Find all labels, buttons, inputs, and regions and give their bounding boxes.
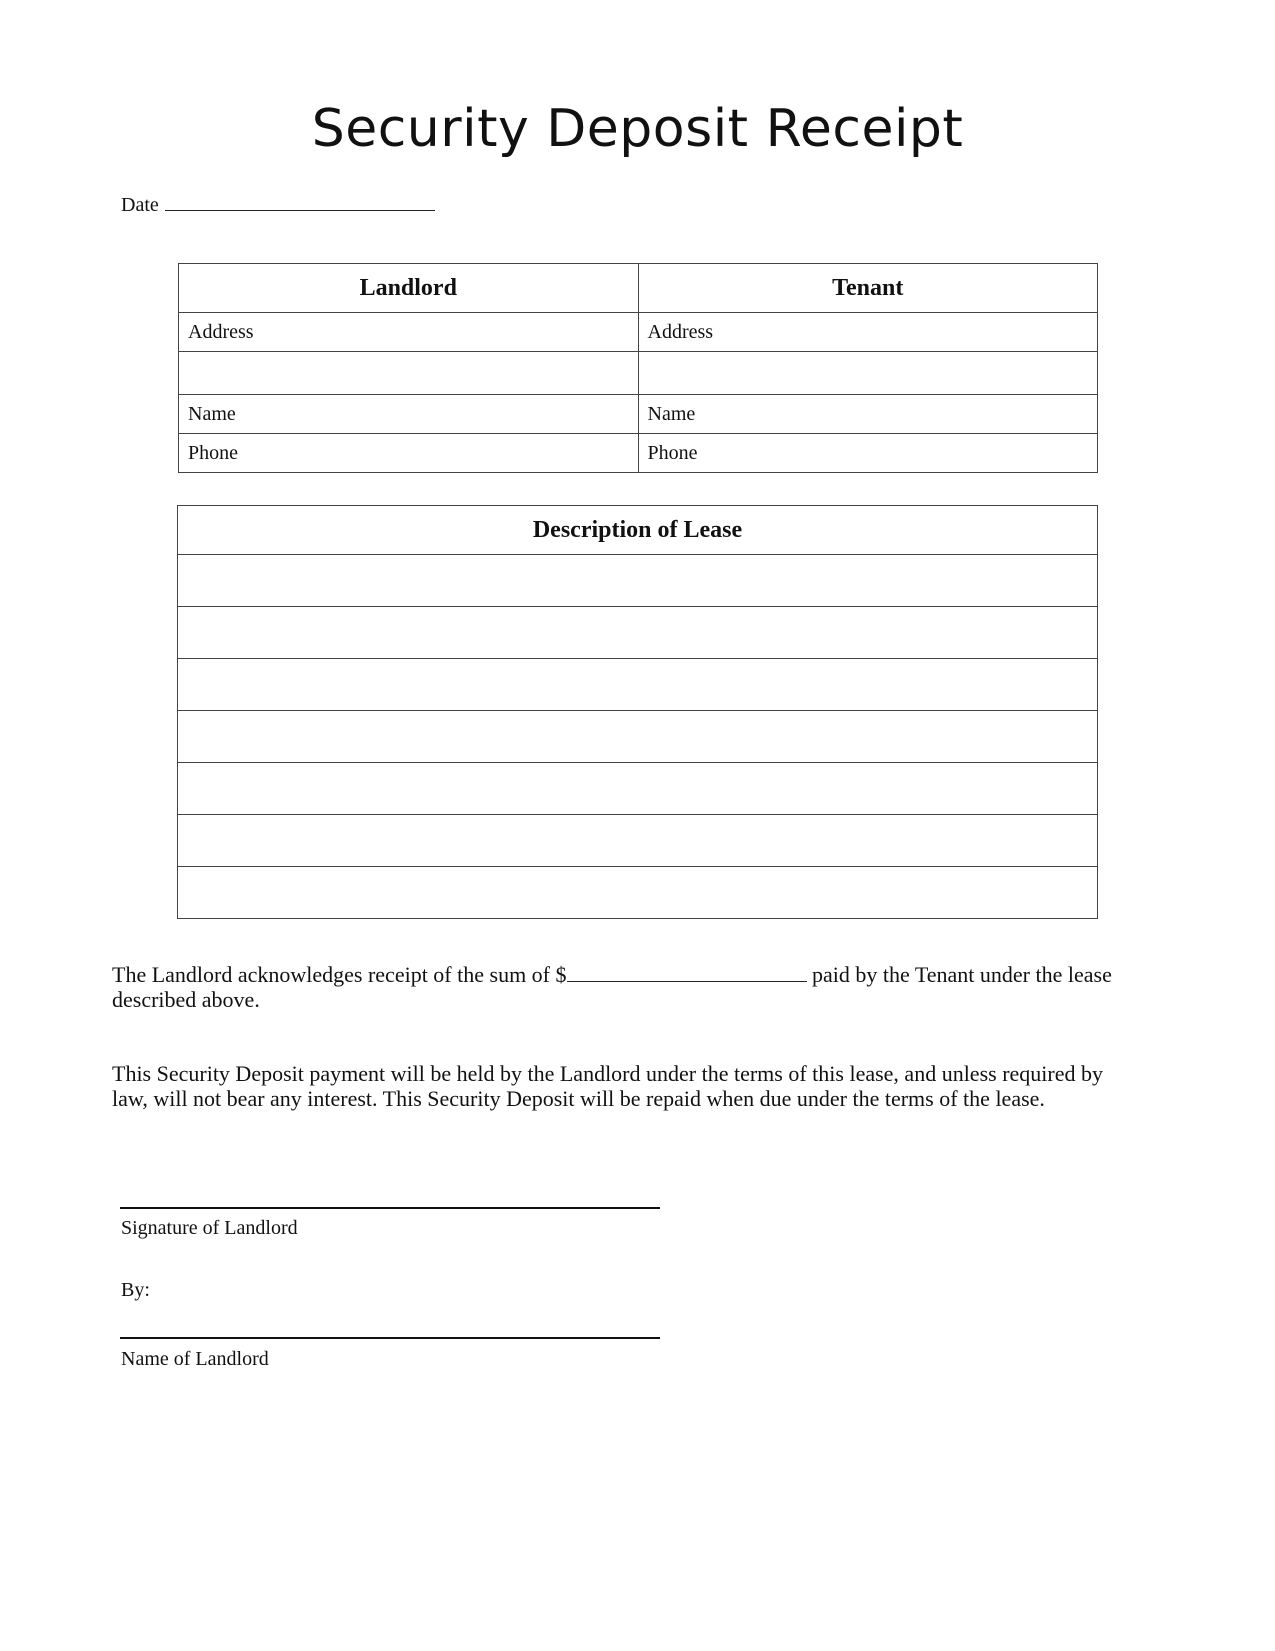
address-row	[179, 313, 1098, 352]
lease-line-cell[interactable]	[178, 659, 1098, 711]
terms-paragraph: This Security Deposit payment will be held by the Landlord under the terms of this lease, and unless required by law, will not bear any interest. This Security Deposit will be repaid when due under the terms of the lease.	[112, 1061, 1103, 1111]
lease-row	[178, 607, 1098, 659]
lease-line-cell[interactable]	[178, 555, 1098, 607]
lease-header: Description of Lease	[178, 506, 1098, 555]
landlord-name-line[interactable]	[120, 1337, 660, 1339]
lease-row	[178, 763, 1098, 815]
acknowledgement-text-after: paid by the Tenant under the lease described above.	[112, 962, 1112, 1012]
landlord-address-cell[interactable]: Address	[179, 313, 639, 352]
tenant-header: Tenant	[638, 264, 1098, 313]
lease-row	[178, 711, 1098, 763]
tenant-address-line2-cell[interactable]	[638, 352, 1098, 395]
acknowledgement-text-before: The Landlord acknowledges receipt of the sum of $	[112, 962, 567, 987]
amount-blank[interactable]	[567, 961, 807, 982]
landlord-header: Landlord	[179, 264, 639, 313]
date-label: Date	[121, 194, 159, 216]
landlord-signature-line[interactable]	[120, 1207, 660, 1209]
landlord-phone-cell[interactable]: Phone	[179, 434, 639, 473]
lease-line-cell[interactable]	[178, 815, 1098, 867]
tenant-name-cell[interactable]: Name	[638, 395, 1098, 434]
signature-label: Signature of Landlord	[121, 1217, 298, 1239]
lease-row	[178, 867, 1098, 919]
landlord-name-cell[interactable]: Name	[179, 395, 639, 434]
date-field	[121, 190, 435, 217]
lease-line-cell[interactable]	[178, 711, 1098, 763]
lease-row	[178, 659, 1098, 711]
lease-line-cell[interactable]	[178, 867, 1098, 919]
lease-row	[178, 815, 1098, 867]
lease-row	[178, 555, 1098, 607]
name-row	[179, 395, 1098, 434]
date-blank[interactable]	[165, 190, 435, 211]
lease-line-cell[interactable]	[178, 607, 1098, 659]
parties-header-row	[179, 264, 1098, 313]
document-title: Security Deposit Receipt	[311, 99, 964, 159]
tenant-address-cell[interactable]: Address	[638, 313, 1098, 352]
landlord-address-line2-cell[interactable]	[179, 352, 639, 395]
address-continuation-row	[179, 352, 1098, 395]
by-label: By:	[121, 1279, 150, 1301]
name-of-landlord-label: Name of Landlord	[121, 1348, 269, 1370]
parties-table	[178, 263, 1098, 473]
lease-header-row	[178, 506, 1098, 555]
lease-line-cell[interactable]	[178, 763, 1098, 815]
lease-description-table	[177, 505, 1098, 919]
phone-row	[179, 434, 1098, 473]
tenant-phone-cell[interactable]: Phone	[638, 434, 1098, 473]
acknowledgement-paragraph	[112, 961, 1142, 1012]
